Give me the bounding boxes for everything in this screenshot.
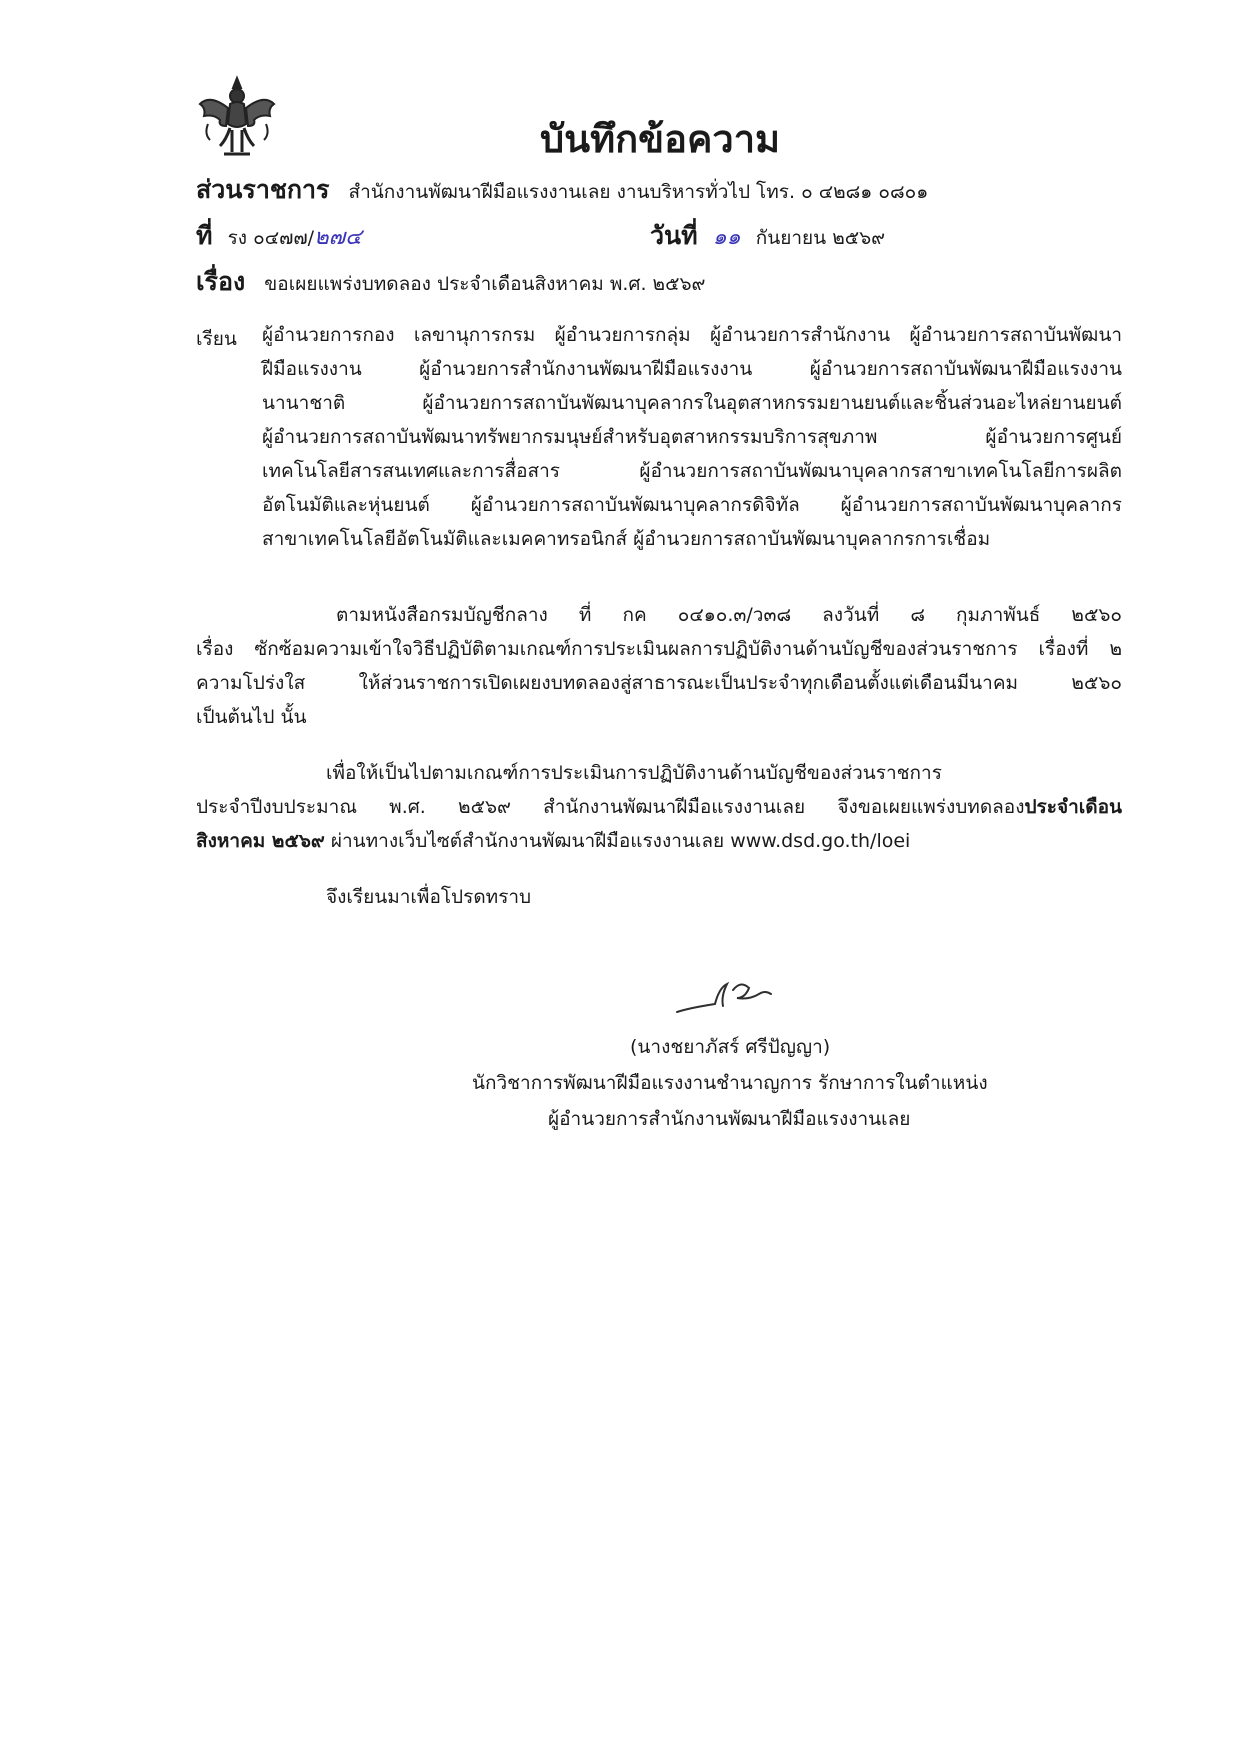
agency-row [196, 170, 928, 210]
recipient-line: อัตโนมัติและหุ่นยนต์ ผู้อำนวยการสถาบันพัฒนาบุคลากรดิจิทัล ผู้อำนวยการสถาบันพัฒนาบุคลากร [262, 494, 1122, 516]
paragraph-line [196, 824, 1122, 858]
recipient-line: เทคโนโลยีสารสนเทศและการสื่อสาร ผู้อำนวยการสถาบันพัฒนาบุคลากรสาขาเทคโนโลยีการผลิต [262, 460, 1122, 482]
subject-value: ขอเผยแพร่งบทดลอง ประจำเดือนสิงหาคม พ.ศ. ๒๕๖๙ [264, 273, 706, 295]
recipient-label: เรียน [196, 328, 237, 350]
paragraph-line [196, 790, 1122, 824]
subject-label: เรื่อง [196, 267, 246, 296]
paragraph-bold-text: ประจำเดือน [1024, 796, 1122, 818]
reference-handwritten-number: ๒๗๔ [314, 225, 362, 250]
recipient-line: ผู้อำนวยการสถาบันพัฒนาทรัพยากรมนุษย์สำหรับอุตสาหกรรมบริการสุขภาพ ผู้อำนวยการศูนย์ [262, 426, 1122, 448]
recipient-line: ผู้อำนวยการกอง เลขานุการกรม ผู้อำนวยการกลุ่ม ผู้อำนวยการสำนักงาน ผู้อำนวยการสถาบันพัฒนา [262, 324, 1122, 346]
reference-row [196, 216, 362, 256]
agency-value: สำนักงานพัฒนาฝีมือแรงงานเลย งานบริหารทั่วไป โทร. ๐ ๔๒๘๑ ๐๘๐๑ [348, 181, 929, 203]
recipient-line: สาขาเทคโนโลยีอัตโนมัติและเมคคาทรอนิกส์ ผู้อำนวยการสถาบันพัฒนาบุคลากรการเชื่อม [262, 528, 991, 550]
paragraph-line: เรื่อง ซักซ้อมความเข้าใจวิธีปฏิบัติตามเกณฑ์การประเมินผลการปฏิบัติงานด้านบัญชีของส่วนราชการ เรื่องที่ ๒ [196, 638, 1122, 660]
paragraph-line: เป็นต้นไป นั้น [196, 706, 307, 728]
paragraph-text: ผ่านทางเว็บไซต์สำนักงานพัฒนาฝีมือแรงงานเลย www.dsd.go.th/loei [324, 830, 911, 852]
date-handwritten-day: ๑๑ [712, 225, 741, 250]
signatory-name: (นางชยาภัสร์ ศรีปัญญา) [630, 1036, 831, 1058]
reference-label: ที่ [196, 221, 213, 250]
closing-text: จึงเรียนมาเพื่อโปรดทราบ [326, 886, 532, 908]
document-title: บันทึกข้อความ [540, 117, 781, 161]
paragraph-bold-text: สิงหาคม ๒๕๖๙ [196, 830, 325, 852]
agency-label: ส่วนราชการ [196, 175, 330, 204]
date-value: กันยายน ๒๕๖๙ [755, 227, 886, 249]
reference-value: รง ๐๔๗๗/ [227, 227, 315, 249]
subject-row [196, 262, 705, 302]
paragraph-line: เพื่อให้เป็นไปตามเกณฑ์การประเมินการปฏิบัติงานด้านบัญชีของส่วนราชการ [326, 762, 942, 784]
signatory-position: นักวิชาการพัฒนาฝีมือแรงงานชำนาญการ รักษาการในตำแหน่ง [472, 1072, 988, 1094]
date-row [650, 216, 885, 256]
date-label: วันที่ [650, 221, 698, 250]
paragraph-text: ประจำปีงบประมาณ พ.ศ. ๒๕๖๙ สำนักงานพัฒนาฝีมือแรงงานเลย จึงขอเผยแพร่งบทดลอง [196, 796, 1025, 818]
signatory-acting-position: ผู้อำนวยการสำนักงานพัฒนาฝีมือแรงงานเลย [548, 1108, 911, 1130]
handwritten-signature [675, 976, 795, 1016]
body-paragraph-2 [196, 756, 1122, 858]
recipient-block [262, 318, 1122, 556]
body-paragraph-1 [196, 598, 1122, 734]
recipient-line: ฝีมือแรงงาน ผู้อำนวยการสำนักงานพัฒนาฝีมือแรงงาน ผู้อำนวยการสถาบันพัฒนาฝีมือแรงงาน [262, 358, 1122, 380]
paragraph-line: ความโปร่งใส ให้ส่วนราชการเปิดเผยงบทดลองสู่สาธารณะเป็นประจำทุกเดือนตั้งแต่เดือนมีนาคม ๒๕๖๐ [196, 672, 1122, 694]
recipient-line: นานาชาติ ผู้อำนวยการสถาบันพัฒนาบุคลากรในอุตสาหกรรมยานยนต์และชิ้นส่วนอะไหล่ยานยนต์ [262, 392, 1122, 414]
garuda-emblem-icon [196, 74, 278, 160]
paragraph-line: ตามหนังสือกรมบัญชีกลาง ที่ กค ๐๔๑๐.๓/ว๓๘ ลงวันที่ ๘ กุมภาพันธ์ ๒๕๖๐ [336, 604, 1122, 626]
